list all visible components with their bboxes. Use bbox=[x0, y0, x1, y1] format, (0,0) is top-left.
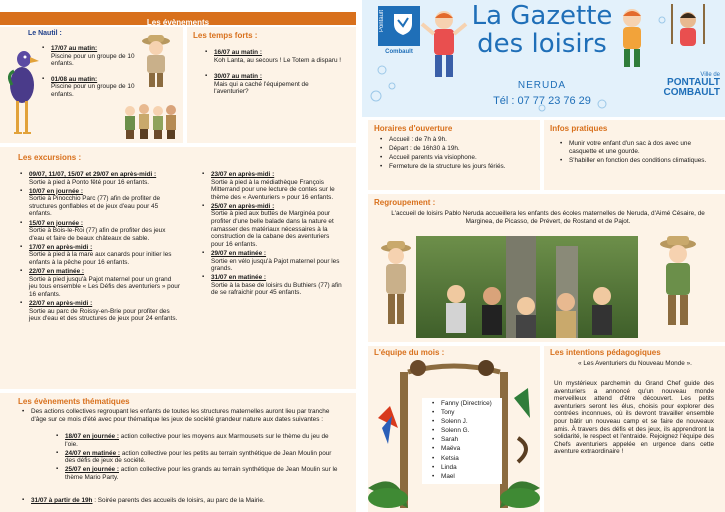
horaires-list bbox=[380, 136, 532, 172]
equipe-member: • Solenn J. bbox=[432, 418, 500, 426]
infos-title: Infos pratiques bbox=[550, 124, 608, 133]
excursions-title: Les excursions : bbox=[18, 153, 82, 162]
thematiques-sub-list bbox=[56, 433, 338, 483]
gazette-masthead bbox=[362, 0, 725, 117]
excursion-item: ▪ 31/07 en matinée : Sortie à la base de loisirs du Buthiers (77) afin de se rafraichir pour 45 enfants. bbox=[202, 274, 342, 297]
excursions-left-list bbox=[20, 171, 180, 324]
equipe-member: • Sarah bbox=[432, 436, 500, 444]
explorer-kid-left-illustration bbox=[378, 238, 414, 330]
equipe-member: • Tony bbox=[432, 409, 500, 417]
logo-bottom-text: Combault bbox=[385, 49, 413, 55]
horaires-item: • Fermeture de la structure les jours fériés. bbox=[380, 163, 532, 171]
nautil-item: ▪ 17/07 au matin: Piscine pour un groupe de 10 enfants. bbox=[42, 45, 142, 68]
excursion-item: ▪ 10/07 en journée : Sortie à Pinocchio Parc (77) afin de profiter de structures gonflables et de jeux d'eau pour 45 enfants. bbox=[20, 188, 180, 218]
thematique-item: ▪ 18/07 en journée : action collective pour les moyens aux Marmousets sur le thème du jeu de l'oie. bbox=[56, 433, 338, 448]
nautil-panel bbox=[0, 27, 183, 143]
nautil-title: Le Nautil : bbox=[28, 30, 62, 37]
equipe-list bbox=[422, 398, 502, 484]
ville-logo bbox=[650, 72, 720, 98]
horaires-item: • Accueil : de 7h à 9h. bbox=[380, 136, 532, 144]
horaires-item: • Accueil parents via visiophone. bbox=[380, 154, 532, 162]
excursion-item: ▪ 22/07 en matinée : Sortie à pied jusqu'à Pajot maternel pour un grand jeu tous ensemble « Les Défis des aventuriers » pour 16 enfants. bbox=[20, 268, 180, 298]
excursion-item: ▪ 17/07 en après-midi : Sortie à pied à la mare aux canards pour initier les enfants à la pêche pour 16 enfants. bbox=[20, 244, 180, 267]
gazette-title-line1: La Gazette bbox=[471, 1, 613, 31]
playing-kids-right-illustration bbox=[612, 4, 712, 74]
nautil-item: ▪ 01/08 au matin: Piscine pour un groupe de 10 enfants. bbox=[42, 76, 142, 99]
equipe-member: • Maëva bbox=[432, 445, 500, 453]
structure-name: NERUDA bbox=[517, 80, 567, 91]
temps-forts-item: ▪ 16/07 au matin : Koh Lanta, au secours ! Le Totem a disparu ! bbox=[205, 49, 345, 64]
gazette-title-line2: des loisirs bbox=[477, 29, 607, 59]
excursion-item: ▪ 29/07 en matinée : Sortie en vélo jusqu'à Pajot maternel pour les grands. bbox=[202, 250, 342, 273]
intentions-text: Un mystérieux parchemin du Grand Chef guide des aventuriers a annoncé qu'un nouveau monde merveilleux attend d'être découvert. Les petits aventuriers seront les élus, choisis pour explorer des contrées inconnues, où ils devront travailler ensemble pour bâtir un nouveau camp et se faire de nouveaux amis. À travers des défis et des jeux, ils apprendront la solidarité, le respect et l'entraide. Rejoignez l'équipe des Chefs aventuriers appelée en urgence dans cette aventure extraordinaire ! bbox=[554, 380, 714, 456]
playing-kids-left-illustration bbox=[420, 8, 468, 90]
kids-group-illustration bbox=[120, 99, 180, 141]
equipe-member: • Ketsia bbox=[432, 455, 500, 463]
excursion-item: ▪ 09/07, 11/07, 15/07 et 29/07 en après-midi : Sortie à pied à Ponto fêté pour 16 enfants. bbox=[20, 171, 180, 186]
logo-shield-icon bbox=[392, 12, 414, 36]
photo-content bbox=[416, 236, 638, 338]
logo-vertical-text: Pontault bbox=[379, 10, 385, 33]
group-photo bbox=[416, 236, 638, 338]
thematiques-title: Les évènements thématiques bbox=[18, 397, 130, 406]
horaires-title: Horaires d'ouverture bbox=[374, 124, 453, 133]
explorer-kid-right-illustration bbox=[654, 234, 702, 332]
excursion-item: ▪ 23/07 en après-midi : Sortie à pied à la médiathèque François Mitterrand pour une lecture de contes sur le thème des « Aventuriers » pour 16 enfants. bbox=[202, 171, 342, 201]
thematique-item: ▪ 24/07 en matinée : action collective pour les petits au terrain synthétique de Jean Moulin pour des défis de jeux de société. bbox=[56, 450, 338, 465]
pontault-combault-logo bbox=[378, 6, 420, 55]
explorer-kid-illustration bbox=[138, 33, 174, 91]
infos-list bbox=[560, 140, 708, 166]
events-header-title: Les évènements bbox=[146, 18, 210, 27]
excursion-item: ▪ 25/07 en après-midi : Sortie à pied aux buttes de Marginéa pour profiter d'une belle balade dans la nature et ramasser des matériaux nécessaires à la construction de la cabane des aventuriers pour 16 enfants. bbox=[202, 203, 342, 249]
thematiques-panel bbox=[0, 393, 356, 512]
phone-number: Tél : 07 77 23 76 29 bbox=[493, 95, 591, 107]
regroupement-title: Regroupement : bbox=[374, 198, 436, 207]
intentions-panel bbox=[544, 346, 725, 512]
equipe-panel bbox=[368, 346, 540, 512]
temps-forts-title: Les temps forts : bbox=[193, 31, 258, 40]
equipe-member: • Solenn G. bbox=[432, 427, 500, 435]
infos-panel bbox=[544, 120, 725, 190]
intentions-title: Les intentions pédagogiques bbox=[550, 348, 661, 357]
temps-forts-panel bbox=[187, 27, 356, 143]
horaires-panel bbox=[368, 120, 540, 190]
thematiques-intro: • Des actions collectives regroupant les enfants de toutes les structures maternelles auront lieu par tranche d'âge sur ce mois d'été avec pour thématique les jeux de société grandeur nature aux dates suivantes : bbox=[22, 408, 340, 423]
thematiques-final bbox=[22, 497, 340, 506]
gazette-title bbox=[462, 2, 622, 58]
equipe-member: • Fanny (Directrice) bbox=[432, 400, 500, 408]
temps-forts-list bbox=[205, 49, 345, 97]
ville-name-line1: PONTAULT bbox=[667, 77, 720, 88]
ville-name-line2: COMBAULT bbox=[663, 87, 720, 98]
equipe-member: • Mael bbox=[432, 473, 500, 481]
excursions-panel bbox=[0, 147, 356, 389]
dodo-bird-illustration bbox=[4, 45, 40, 141]
horaires-item: • Départ : de 16h30 à 19h. bbox=[380, 145, 532, 153]
thematique-item: ▪ 25/07 en journée : action collective pour les grands au terrain synthétique de Jean Moulin sur le thème Mario Party. bbox=[56, 466, 338, 481]
regroupement-panel bbox=[368, 194, 725, 342]
excursion-item: ▪ 15/07 en journée : Sortie à Bois-le-Roi (77) afin de profiter des jeux d'eau et faire de beaux châteaux de sable. bbox=[20, 220, 180, 243]
intentions-subtitle: « Les Aventuriers du Nouveau Monde ». bbox=[578, 360, 692, 367]
excursion-item: ▪ 22/07 en après-midi : Sortie au parc de Roissy-en-Brie pour profiter des jeux d'eau et des structures de jeux pour 24 enfants. bbox=[20, 300, 180, 323]
ville-de-label: Ville de bbox=[700, 72, 720, 78]
equipe-member: • Linda bbox=[432, 464, 500, 472]
equipe-title: L'équipe du mois : bbox=[374, 348, 445, 357]
events-header-bar bbox=[0, 12, 356, 25]
infos-item: • S'habiller en fonction des conditions climatiques. bbox=[560, 157, 708, 165]
temps-forts-item: ▪ 30/07 au matin : Mais qui a caché l'équipement de l'aventurier? bbox=[205, 73, 345, 96]
infos-item: • Munir votre enfant d'un sac à dos avec une casquette et une gourde. bbox=[560, 140, 708, 155]
nautil-list bbox=[42, 45, 142, 100]
thematique-final-item: ▪ 31/07 à partir de 19h : Soirée parents des accueils de loisirs, au parc de la Mairie. bbox=[22, 497, 340, 505]
excursions-right-list bbox=[202, 171, 342, 299]
thematiques-list bbox=[22, 408, 340, 425]
regroupement-text: L'accueil de loisirs Pablo Neruda accueillera les enfants des écoles maternelles de Neruda, d'Aimé Césaire, de Marginea, de Picasso, de Prévert, de Rostand et de Pajot. bbox=[391, 210, 705, 225]
